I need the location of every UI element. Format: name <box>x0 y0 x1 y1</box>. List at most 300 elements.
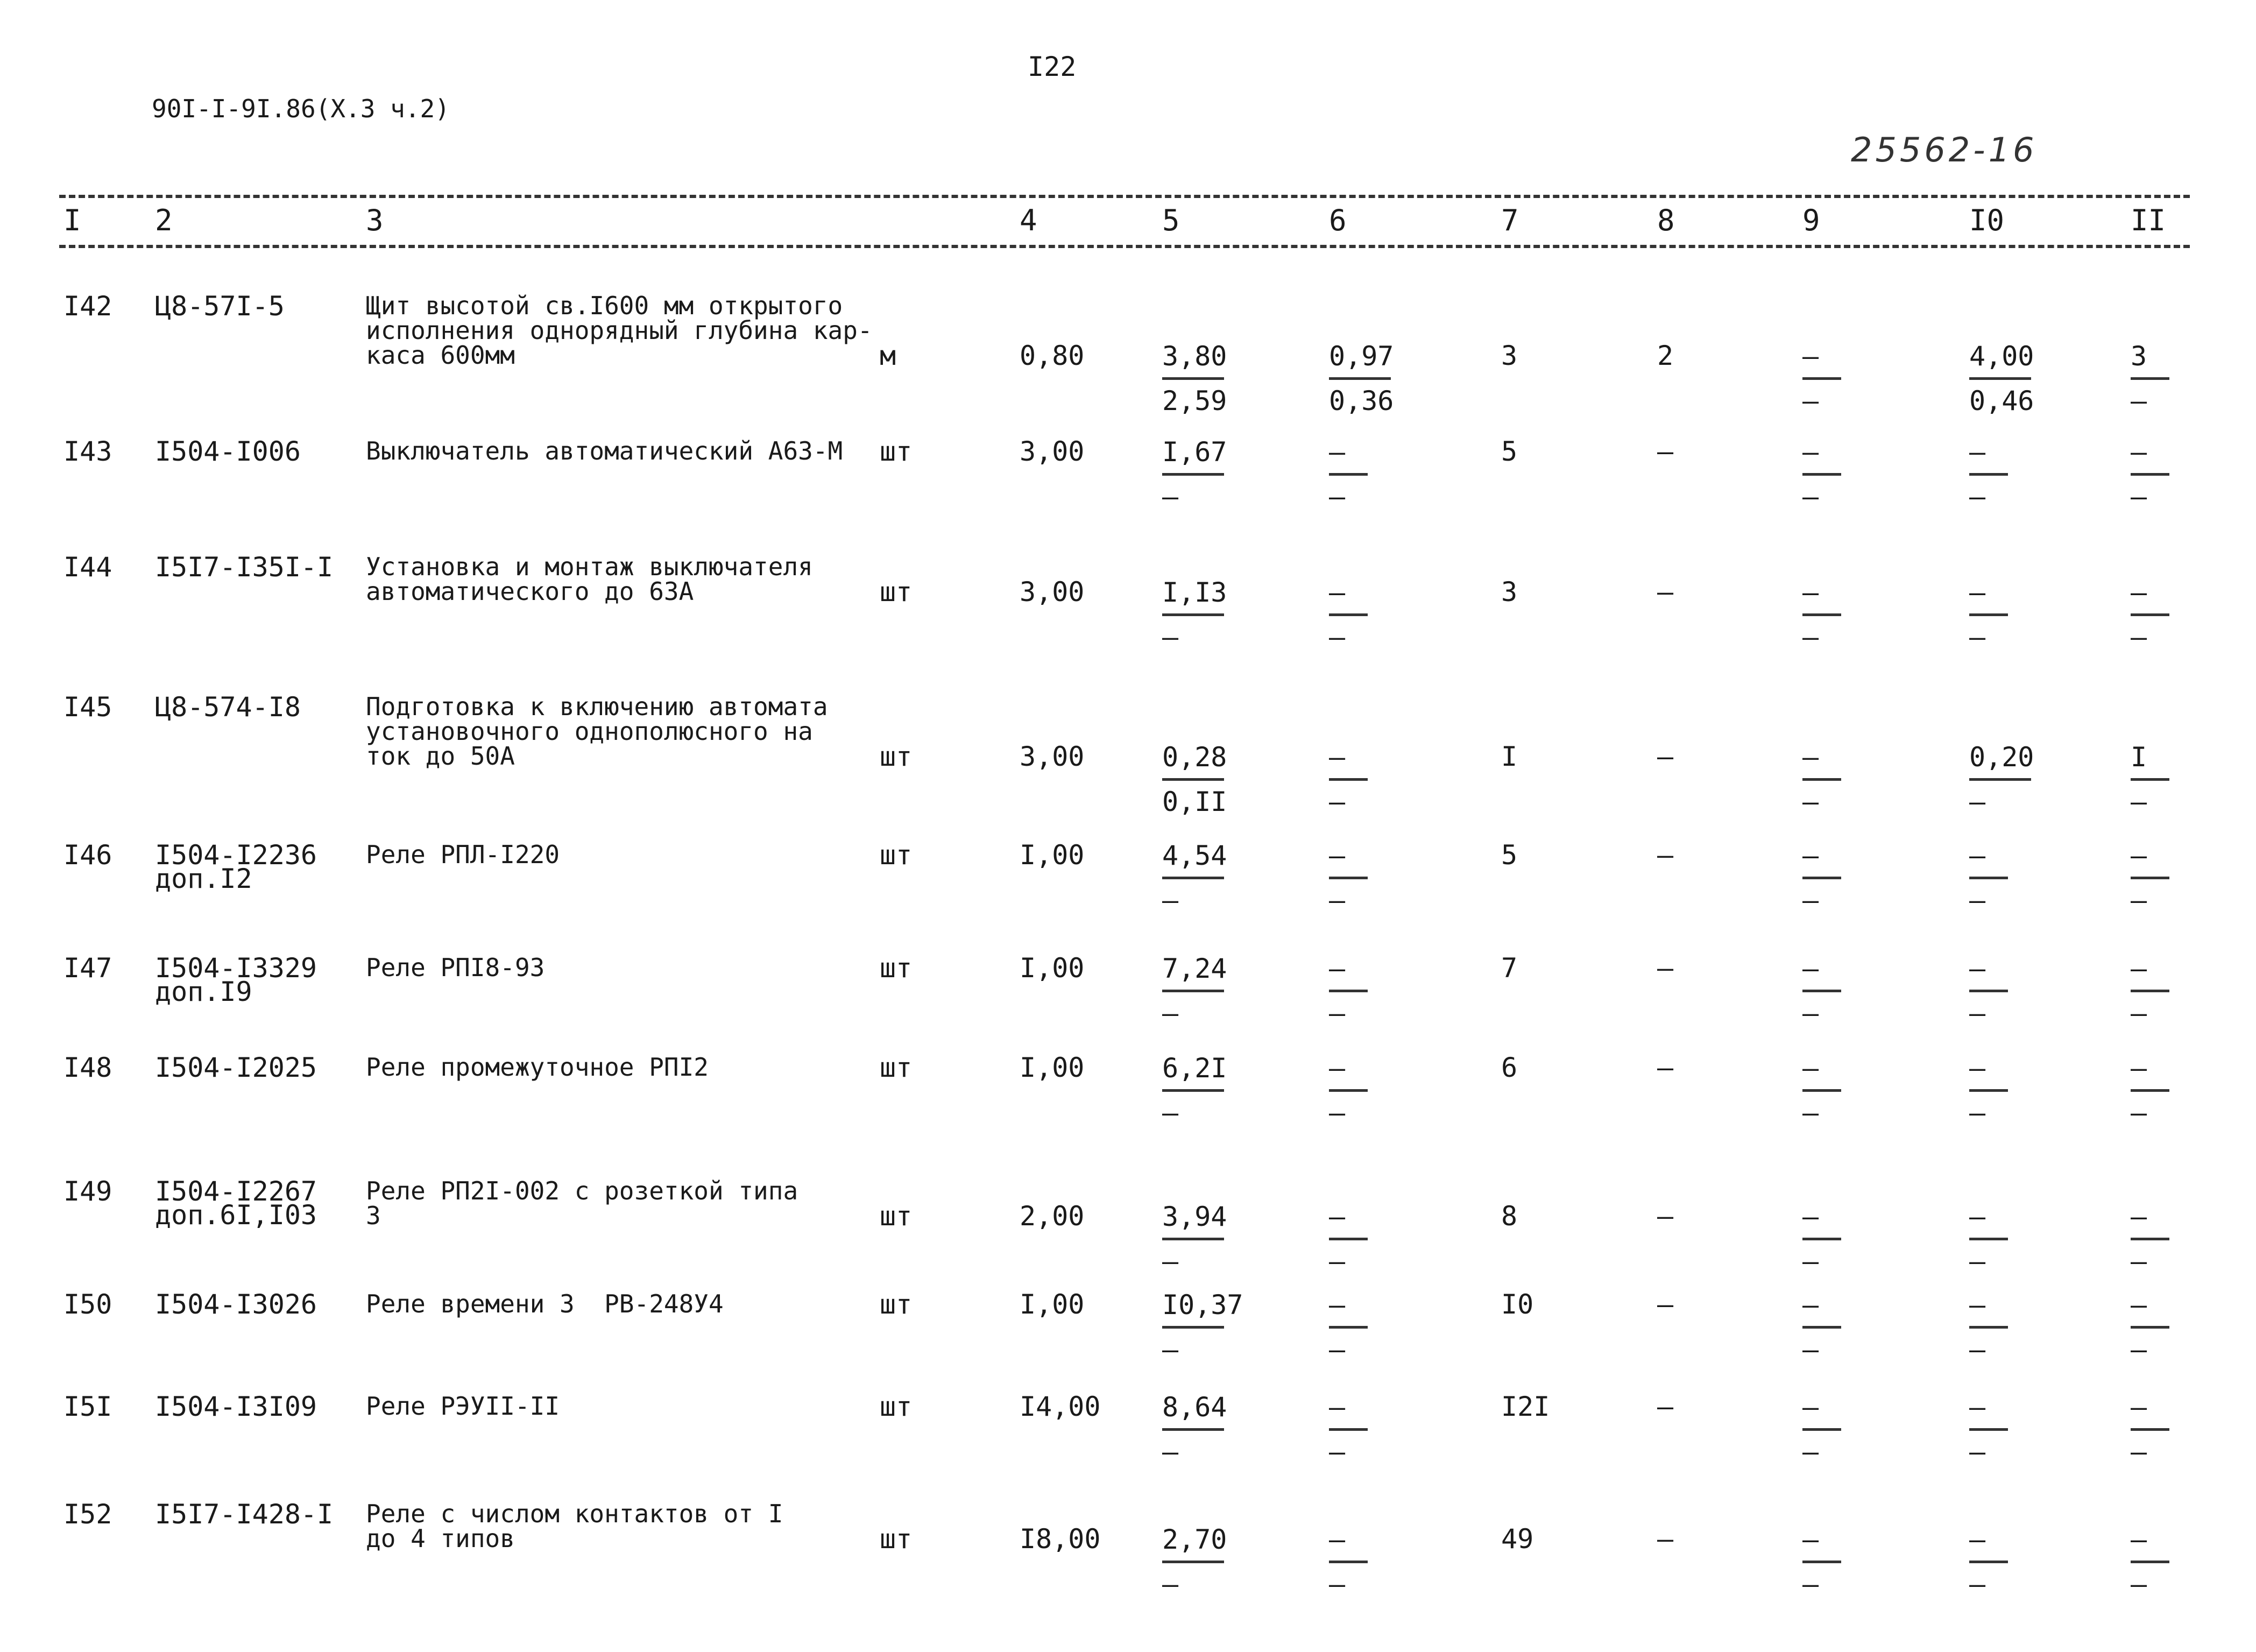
column-9-value <box>1802 842 1841 914</box>
column-10-value <box>1969 1291 2008 1363</box>
column-11-value-fraction-bar <box>2131 778 2169 781</box>
work-description: Реле промежуточное РПI2 <box>366 1053 709 1082</box>
quantity: I,00 <box>1020 839 1085 871</box>
column-6-value-numerator: — <box>1329 840 1346 871</box>
column-9-value-denominator: — <box>1802 998 1819 1029</box>
column-5-value <box>1162 579 1227 651</box>
column-5-value <box>1162 1394 1227 1465</box>
column-5-value-numerator: 0,28 <box>1162 742 1227 773</box>
column-7-value: I <box>1501 741 1518 772</box>
column-11-value <box>2131 1291 2169 1363</box>
column-6-value-fraction-bar <box>1329 778 1368 781</box>
column-9-value <box>1802 579 1841 651</box>
column-6-value-denominator: — <box>1329 1097 1346 1128</box>
column-11-value <box>2131 436 2169 512</box>
unit-of-measure: шт <box>880 1201 913 1232</box>
column-6-value <box>1329 436 1368 512</box>
work-description: Установка и монтаж выключателя <box>366 552 813 581</box>
column-7-value: I0 <box>1501 1289 1534 1320</box>
quantity: I8,00 <box>1020 1523 1101 1555</box>
column-11-value-denominator: — <box>2131 385 2147 416</box>
column-6-value-denominator: — <box>1329 885 1346 916</box>
column-10-value-fraction-bar <box>1969 778 2031 781</box>
column-6-value-numerator: — <box>1329 436 1346 468</box>
column-10-value <box>1969 1394 2008 1465</box>
column-5-value-numerator: I,I3 <box>1162 577 1227 608</box>
column-header-4: 4 <box>1020 203 1037 237</box>
column-10-value-fraction-bar <box>1969 990 2008 992</box>
column-9-value-numerator: — <box>1802 1289 1819 1321</box>
column-header-11: II <box>2131 203 2166 237</box>
column-8-value: — <box>1657 741 1674 772</box>
column-10-value <box>1969 579 2008 651</box>
column-10-value-denominator: — <box>1969 622 1986 653</box>
column-7-value: 49 <box>1501 1523 1534 1555</box>
column-5-value <box>1162 1291 1243 1363</box>
column-6-value-numerator: — <box>1329 577 1346 608</box>
document-code: 90I-I-9I.86(X.3 ч.2) <box>152 94 450 123</box>
row-number: I46 <box>63 839 112 871</box>
column-9-value-denominator: — <box>1802 885 1819 916</box>
column-10-value-numerator: — <box>1969 577 1986 608</box>
column-8-value: — <box>1657 436 1674 467</box>
column-5-value-fraction-bar <box>1162 1326 1224 1329</box>
column-9-value-fraction-bar <box>1802 1428 1841 1431</box>
column-5-value-numerator: 4,54 <box>1162 840 1227 871</box>
unit-of-measure: м <box>880 340 896 371</box>
column-9-value <box>1802 1291 1841 1363</box>
column-9-value-numerator: — <box>1802 341 1819 372</box>
column-6-value-fraction-bar <box>1329 877 1368 879</box>
column-5-value-fraction-bar <box>1162 377 1224 380</box>
column-10-value-fraction-bar <box>1969 1089 2008 1092</box>
work-description: 3 <box>366 1201 381 1230</box>
column-9-value-fraction-bar <box>1802 1326 1841 1329</box>
column-8-value: — <box>1657 839 1674 871</box>
column-header-3: 3 <box>366 203 384 237</box>
column-9-value <box>1802 744 1841 815</box>
row-number: I43 <box>63 436 112 467</box>
column-header-5: 5 <box>1162 203 1180 237</box>
column-header-2: 2 <box>155 203 173 237</box>
column-11-value <box>2131 1394 2169 1465</box>
column-9-value-denominator: — <box>1802 385 1819 416</box>
column-10-value-denominator: — <box>1969 481 1986 512</box>
column-9-value-denominator: — <box>1802 786 1819 817</box>
column-5-value-fraction-bar <box>1162 1238 1224 1240</box>
column-7-value: 8 <box>1501 1201 1518 1232</box>
work-description: Реле времени 3 РВ-248У4 <box>366 1289 724 1318</box>
row-number: I47 <box>63 952 112 984</box>
column-10-value-fraction-bar <box>1969 473 2008 476</box>
column-9-value <box>1802 1394 1841 1465</box>
work-description: установочного однополюсного на <box>366 717 813 746</box>
column-header-7: 7 <box>1501 203 1519 237</box>
column-6-value-denominator: — <box>1329 1436 1346 1467</box>
column-10-value-fraction-bar <box>1969 1238 2008 1240</box>
column-5-value-fraction-bar <box>1162 473 1224 476</box>
unit-of-measure: шт <box>880 576 913 608</box>
column-10-value-numerator: — <box>1969 953 1986 984</box>
column-10-value-numerator: — <box>1969 1053 1986 1084</box>
work-description: исполнения однорядный глубина кар- <box>366 316 873 345</box>
column-9-value-numerator: — <box>1802 953 1819 984</box>
work-description: Щит высотой св.I600 мм открытого <box>366 291 843 320</box>
normative-code: доп.I2 <box>155 863 252 894</box>
column-11-value-numerator: — <box>2131 1392 2147 1423</box>
column-11-value-numerator: — <box>2131 953 2147 984</box>
column-6-value-numerator: — <box>1329 1053 1346 1084</box>
column-11-value-numerator: — <box>2131 1289 2147 1321</box>
column-9-value-denominator: — <box>1802 1436 1819 1467</box>
column-11-value-denominator: — <box>2131 786 2147 817</box>
quantity: I,00 <box>1020 1052 1085 1083</box>
column-5-value-fraction-bar <box>1162 778 1224 781</box>
column-6-value-fraction-bar <box>1329 1238 1368 1240</box>
column-9-value-numerator: — <box>1802 436 1819 468</box>
normative-code: Ц8-574-I8 <box>155 691 301 723</box>
column-10-value <box>1969 343 2034 414</box>
normative-code: доп.I9 <box>155 976 252 1007</box>
column-5-value-numerator: 6,2I <box>1162 1053 1227 1084</box>
column-8-value: — <box>1657 1201 1674 1232</box>
column-6-value-numerator: — <box>1329 742 1346 773</box>
work-description: каса 600мм <box>366 341 515 370</box>
column-9-value-fraction-bar <box>1802 877 1841 879</box>
column-10-value-fraction-bar <box>1969 1428 2008 1431</box>
column-8-value: — <box>1657 1289 1674 1320</box>
row-number: I44 <box>63 552 112 583</box>
unit-of-measure: шт <box>880 1523 913 1555</box>
column-5-value-denominator: — <box>1162 1334 1179 1365</box>
column-6-value-fraction-bar <box>1329 1428 1368 1431</box>
column-9-value-numerator: — <box>1802 1053 1819 1084</box>
page-number: I22 <box>1028 51 1077 82</box>
column-11-value-fraction-bar <box>2131 377 2169 380</box>
column-11-value-denominator: — <box>2131 998 2147 1029</box>
work-description: Реле РП2I-002 с розеткой типа <box>366 1176 798 1205</box>
column-9-value-numerator: — <box>1802 577 1819 608</box>
quantity: 3,00 <box>1020 436 1085 467</box>
column-9-value-fraction-bar <box>1802 1238 1841 1240</box>
column-11-value-numerator: — <box>2131 1201 2147 1232</box>
quantity: 3,00 <box>1020 576 1085 608</box>
header-top-rule <box>59 195 2190 198</box>
column-11-value <box>2131 579 2169 651</box>
column-5-value <box>1162 1203 1227 1275</box>
column-8-value: 2 <box>1657 340 1674 371</box>
column-11-value-denominator: — <box>2131 885 2147 916</box>
normative-code: Ц8-57I-5 <box>155 291 285 322</box>
column-11-value-denominator: — <box>2131 1246 2147 1277</box>
column-6-value <box>1329 1055 1368 1126</box>
column-9-value-fraction-bar <box>1802 473 1841 476</box>
column-5-value-numerator: 7,24 <box>1162 953 1227 984</box>
column-9-value-fraction-bar <box>1802 377 1841 380</box>
column-5-value <box>1162 842 1227 914</box>
column-5-value-denominator: — <box>1162 481 1179 512</box>
column-5-value-denominator: 2,59 <box>1162 385 1227 416</box>
row-number: I48 <box>63 1052 112 1083</box>
column-header-9: 9 <box>1802 203 1820 237</box>
column-10-value-fraction-bar <box>1969 1326 2008 1329</box>
unit-of-measure: шт <box>880 839 913 871</box>
column-6-value-denominator: 0,36 <box>1329 385 1394 416</box>
column-9-value <box>1802 1526 1841 1598</box>
column-6-value-numerator: — <box>1329 1524 1346 1555</box>
column-11-value <box>2131 1203 2169 1275</box>
column-9-value-fraction-bar <box>1802 778 1841 781</box>
column-header-8: 8 <box>1657 203 1675 237</box>
column-8-value: — <box>1657 1391 1674 1422</box>
column-7-value: I2I <box>1501 1391 1550 1422</box>
column-6-value-fraction-bar <box>1329 990 1368 992</box>
column-6-value <box>1329 955 1368 1027</box>
column-9-value-denominator: — <box>1802 481 1819 512</box>
column-5-value-numerator: 3,94 <box>1162 1201 1227 1232</box>
column-10-value-fraction-bar <box>1969 1561 2008 1563</box>
work-description: Реле с числом контактов от I <box>366 1499 783 1528</box>
column-10-value-numerator: — <box>1969 840 1986 871</box>
normative-code: I504-I3I09 <box>155 1391 317 1422</box>
column-11-value-denominator: — <box>2131 1569 2147 1600</box>
column-9-value <box>1802 343 1841 414</box>
column-10-value-numerator: 0,20 <box>1969 742 2034 773</box>
column-10-value <box>1969 436 2008 512</box>
column-8-value: — <box>1657 1052 1674 1083</box>
column-5-value <box>1162 436 1227 512</box>
column-9-value <box>1802 1203 1841 1275</box>
quantity: I,00 <box>1020 1289 1085 1320</box>
column-10-value <box>1969 1526 2008 1598</box>
row-number: I5I <box>63 1391 112 1422</box>
column-10-value <box>1969 955 2008 1027</box>
column-11-value <box>2131 1055 2169 1126</box>
unit-of-measure: шт <box>880 1052 913 1083</box>
column-7-value: 6 <box>1501 1052 1518 1083</box>
column-5-value-denominator: — <box>1162 1569 1179 1600</box>
column-9-value <box>1802 955 1841 1027</box>
column-6-value <box>1329 1526 1368 1598</box>
column-6-value-denominator: — <box>1329 1334 1346 1365</box>
column-6-value <box>1329 1203 1368 1275</box>
column-6-value <box>1329 579 1368 651</box>
column-10-value-numerator: — <box>1969 1289 1986 1321</box>
column-11-value-denominator: — <box>2131 1097 2147 1128</box>
column-11-value-numerator: — <box>2131 436 2147 468</box>
column-6-value-numerator: — <box>1329 953 1346 984</box>
column-7-value: 3 <box>1501 576 1518 608</box>
column-8-value: — <box>1657 1523 1674 1555</box>
work-description: автоматического до 63А <box>366 577 694 606</box>
column-10-value-numerator: — <box>1969 1392 1986 1423</box>
work-description: Реле РЭУII-II <box>366 1392 560 1421</box>
column-11-value-fraction-bar <box>2131 1561 2169 1563</box>
work-description: ток до 50А <box>366 742 515 771</box>
column-5-value <box>1162 1526 1227 1598</box>
column-6-value-fraction-bar <box>1329 473 1368 476</box>
column-5-value <box>1162 955 1227 1027</box>
column-5-value-numerator: 3,80 <box>1162 341 1227 372</box>
column-11-value-fraction-bar <box>2131 1089 2169 1092</box>
column-5-value <box>1162 744 1227 815</box>
column-8-value: — <box>1657 576 1674 608</box>
column-9-value-denominator: — <box>1802 622 1819 653</box>
column-9-value-numerator: — <box>1802 1524 1819 1555</box>
unit-of-measure: шт <box>880 436 913 467</box>
column-10-value-denominator: — <box>1969 998 1986 1029</box>
column-6-value <box>1329 343 1394 414</box>
column-5-value-fraction-bar <box>1162 1428 1224 1431</box>
normative-code: I504-I3329 <box>155 952 317 984</box>
header-bottom-rule <box>59 245 2190 248</box>
column-9-value-denominator: — <box>1802 1334 1819 1365</box>
column-5-value-numerator: 2,70 <box>1162 1524 1227 1555</box>
work-description: Реле РПЛ-I220 <box>366 840 560 869</box>
column-10-value-denominator: — <box>1969 1436 1986 1467</box>
work-description: Реле РПI8-93 <box>366 953 545 982</box>
column-8-value: — <box>1657 952 1674 984</box>
column-6-value-numerator: 0,97 <box>1329 341 1394 372</box>
column-5-value-denominator: — <box>1162 622 1179 653</box>
row-number: I45 <box>63 691 112 723</box>
column-10-value-denominator: — <box>1969 1334 1986 1365</box>
normative-code: доп.6I,I03 <box>155 1199 317 1231</box>
column-10-value-fraction-bar <box>1969 613 2008 616</box>
column-5-value-denominator: — <box>1162 1246 1179 1277</box>
column-11-value <box>2131 955 2169 1027</box>
column-11-value-fraction-bar <box>2131 613 2169 616</box>
column-6-value <box>1329 1291 1368 1363</box>
column-5-value-fraction-bar <box>1162 990 1224 992</box>
row-number: I42 <box>63 291 112 322</box>
column-9-value-fraction-bar <box>1802 990 1841 992</box>
column-10-value-numerator: 4,00 <box>1969 341 2034 372</box>
column-11-value-denominator: — <box>2131 622 2147 653</box>
column-9-value <box>1802 436 1841 512</box>
unit-of-measure: шт <box>880 1391 913 1422</box>
column-5-value-denominator: — <box>1162 1436 1179 1467</box>
work-description: Выключатель автоматический А63-М <box>366 436 843 465</box>
handwritten-reference-number: 25562-16 <box>1851 130 2038 170</box>
column-5-value-denominator: — <box>1162 1097 1179 1128</box>
column-11-value-numerator: — <box>2131 1524 2147 1555</box>
column-5-value-numerator: 8,64 <box>1162 1392 1227 1423</box>
column-9-value-denominator: — <box>1802 1097 1819 1128</box>
column-11-value-numerator: I <box>2131 742 2147 773</box>
work-description: Подготовка к включению автомата <box>366 692 828 721</box>
column-6-value-fraction-bar <box>1329 1089 1368 1092</box>
quantity: 0,80 <box>1020 340 1085 371</box>
column-5-value <box>1162 1055 1227 1126</box>
column-6-value <box>1329 1394 1368 1465</box>
row-number: I52 <box>63 1499 112 1530</box>
column-11-value-denominator: — <box>2131 1436 2147 1467</box>
column-6-value-denominator: — <box>1329 786 1346 817</box>
column-11-value-fraction-bar <box>2131 877 2169 879</box>
column-9-value-denominator: — <box>1802 1246 1819 1277</box>
column-10-value-numerator: — <box>1969 1524 1986 1555</box>
normative-code: I504-I006 <box>155 436 301 467</box>
column-11-value <box>2131 842 2169 914</box>
column-header-1: I <box>63 203 81 237</box>
column-9-value-denominator: — <box>1802 1569 1819 1600</box>
column-6-value-numerator: — <box>1329 1289 1346 1321</box>
column-7-value: 7 <box>1501 952 1518 984</box>
column-11-value-numerator: 3 <box>2131 341 2147 372</box>
column-6-value-denominator: — <box>1329 998 1346 1029</box>
column-6-value-denominator: — <box>1329 1246 1346 1277</box>
quantity: I4,00 <box>1020 1391 1101 1422</box>
column-6-value <box>1329 842 1368 914</box>
column-10-value-numerator: — <box>1969 1201 1986 1232</box>
column-6-value-denominator: — <box>1329 1569 1346 1600</box>
unit-of-measure: шт <box>880 952 913 984</box>
column-5-value-fraction-bar <box>1162 1561 1224 1563</box>
column-5-value-fraction-bar <box>1162 613 1224 616</box>
unit-of-measure: шт <box>880 741 913 772</box>
column-11-value <box>2131 744 2169 815</box>
normative-code: I5I7-I35I-I <box>155 552 334 583</box>
work-description: до 4 типов <box>366 1524 515 1553</box>
column-11-value-numerator: — <box>2131 840 2147 871</box>
column-10-value-fraction-bar <box>1969 877 2008 879</box>
column-5-value-numerator: I,67 <box>1162 436 1227 468</box>
quantity: 2,00 <box>1020 1201 1085 1232</box>
column-9-value-numerator: — <box>1802 1392 1819 1423</box>
quantity: 3,00 <box>1020 741 1085 772</box>
column-11-value-denominator: — <box>2131 1334 2147 1365</box>
column-10-value-denominator: — <box>1969 786 1986 817</box>
column-10-value-denominator: 0,46 <box>1969 385 2034 416</box>
unit-of-measure: шт <box>880 1289 913 1320</box>
column-6-value-fraction-bar <box>1329 377 1391 380</box>
column-6-value-fraction-bar <box>1329 1561 1368 1563</box>
column-11-value-numerator: — <box>2131 1053 2147 1084</box>
column-5-value-denominator: — <box>1162 998 1179 1029</box>
column-10-value-denominator: — <box>1969 1097 1986 1128</box>
column-5-value <box>1162 343 1227 414</box>
normative-code: I504-I3026 <box>155 1289 317 1320</box>
column-9-value <box>1802 1055 1841 1126</box>
column-11-value-fraction-bar <box>2131 1238 2169 1240</box>
column-5-value-fraction-bar <box>1162 1089 1224 1092</box>
normative-code: I504-I2025 <box>155 1052 317 1083</box>
column-7-value: 3 <box>1501 340 1518 371</box>
column-6-value-fraction-bar <box>1329 1326 1368 1329</box>
column-10-value-denominator: — <box>1969 1246 1986 1277</box>
column-11-value-fraction-bar <box>2131 990 2169 992</box>
normative-code: I5I7-I428-I <box>155 1499 334 1530</box>
column-10-value-denominator: — <box>1969 885 1986 916</box>
column-11-value-numerator: — <box>2131 577 2147 608</box>
column-11-value-fraction-bar <box>2131 473 2169 476</box>
column-6-value-denominator: — <box>1329 622 1346 653</box>
column-10-value-fraction-bar <box>1969 377 2031 380</box>
column-9-value-numerator: — <box>1802 840 1819 871</box>
column-5-value-denominator: — <box>1162 885 1179 916</box>
column-6-value <box>1329 744 1368 815</box>
column-10-value <box>1969 1203 2008 1275</box>
column-9-value-fraction-bar <box>1802 613 1841 616</box>
column-6-value-numerator: — <box>1329 1392 1346 1423</box>
column-6-value-denominator: — <box>1329 481 1346 512</box>
column-10-value-denominator: — <box>1969 1569 1986 1600</box>
normative-code: I504-I2236 <box>155 839 317 871</box>
row-number: I50 <box>63 1289 112 1320</box>
column-5-value-denominator: 0,II <box>1162 786 1227 817</box>
row-number: I49 <box>63 1176 112 1207</box>
